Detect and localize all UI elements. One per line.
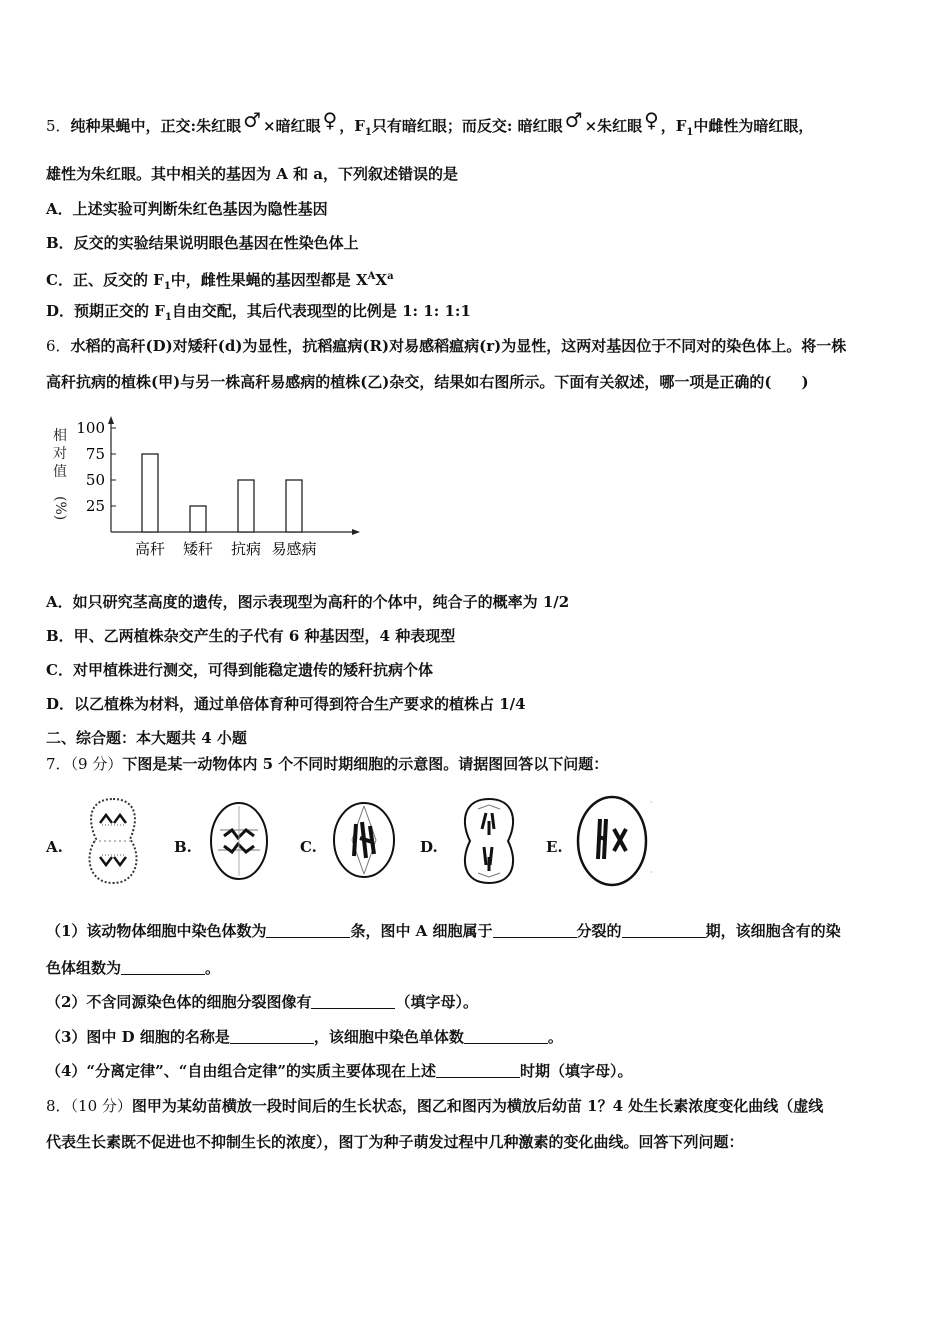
q6-option-d: D．以乙植株为材料，通过单倍体育种可得到符合生产要求的植株占 1/4: [46, 695, 526, 713]
bar-2: [238, 480, 254, 532]
answer-blank[interactable]: [622, 923, 706, 938]
y-axis-arrow: [108, 416, 114, 424]
bar-0: [142, 454, 158, 532]
q5-number: 5．: [46, 117, 71, 135]
x-tick-label: 高秆: [134, 540, 166, 558]
q8-number: 8．: [46, 1097, 71, 1115]
q7-sub4: （4）“分离定律”、“自由组合定律”的实质主要体现在上述 时期（填字母）。: [46, 1062, 633, 1080]
answer-blank[interactable]: [266, 923, 350, 938]
q5-line2: 雄性为朱红眼。其中相关的基因为 A 和 a，下列叙述错误的是: [46, 165, 459, 183]
cell-label-c: C.: [300, 838, 317, 856]
answer-blank[interactable]: [493, 923, 577, 938]
cell-label-e: E.: [546, 838, 563, 856]
cell-b-figure: [208, 800, 270, 882]
male-symbol-icon: ♂: [243, 108, 262, 132]
q8-line2: 代表生长素既不促进也不抑制生长的浓度），图丁为种子萌发过程中几种激素的变化曲线。回答下列问题：: [46, 1133, 744, 1151]
y-tick-label: 25: [85, 497, 105, 515]
q6-option-a: A．如只研究茎高度的遗传，图示表现型为高秆的个体中，纯合子的概率为 1/2: [46, 593, 570, 611]
q6-line2: 高秆抗病的植株(甲)与另一株高秆易感病的植株(乙)杂交，结果如右图所示。下面有关叙述，哪一项是正确的( ): [46, 373, 809, 391]
bar-1: [190, 506, 206, 532]
cell-label-b: B.: [174, 838, 192, 856]
q7-sub3: （3）图中 D 细胞的名称是 ，该细胞中染色单体数 。: [46, 1028, 563, 1046]
q5-option-d: D．预期正交的 $F_1$自由交配，其后代表现型的比例是 1: 1: 1:1: [46, 302, 471, 323]
q5-line1: 5．纯种果蝇中，正交:朱红眼 ♂ ×暗红眼 ♀ ，$F_1$只有暗红眼；而反交: 暗红眼 ♂ ×朱红眼 ♀ ，$F_1$中雌性为暗红眼，: [46, 108, 814, 138]
svg-text:·: ·: [650, 868, 653, 877]
x-tick-label: 易感病: [271, 540, 317, 558]
answer-blank[interactable]: [436, 1063, 520, 1078]
section-heading: 二、综合题：本大题共 4 小题: [46, 729, 247, 747]
q7-sub1-line1: （1）该动物体细胞中染色体数为 条，图中 A 细胞属于 分裂的 期，该细胞含有的染: [46, 922, 841, 940]
cell-label-d: D.: [420, 838, 438, 856]
male-symbol-icon: ♂: [564, 108, 583, 132]
cell-d-figure: [456, 795, 522, 887]
y-axis-label: [52, 427, 68, 520]
q6-option-b: B．甲、乙两植株杂交产生的子代有 6 种基因型，4 种表现型: [46, 627, 456, 645]
y-label-unit: (%): [52, 496, 68, 521]
q7-points: （9 分）: [70, 755, 123, 773]
answer-blank[interactable]: [230, 1029, 314, 1044]
x-tick-label: 矮秆: [182, 540, 214, 558]
bar-3: [286, 480, 302, 532]
q7-sub2: （2）不含同源染色体的细胞分裂图像有 （填字母）。: [46, 993, 478, 1011]
cell-e-figure: [574, 793, 658, 889]
q8-points: （10 分）: [70, 1097, 132, 1115]
svg-text:·: ·: [650, 798, 653, 807]
q5-option-c: C．正、反交的 $F_1$中，雌性果蝇的基因型都是 $X^AX^a$: [46, 271, 394, 292]
cell-label-a: A.: [46, 838, 63, 856]
cell-c-figure: [332, 800, 396, 880]
female-symbol-icon: ♀: [644, 108, 659, 132]
cell-a-figure: [80, 795, 146, 887]
q8-line1: 8．（10 分）图甲为某幼苗横放一段时间后的生长状态，图乙和图丙为横放后幼苗 1？4 处生长素浓度变化曲线（虚线: [46, 1097, 824, 1115]
y-tick-label: 75: [85, 445, 105, 463]
answer-blank[interactable]: [311, 994, 395, 1009]
q6-option-c: C．对甲植株进行测交，可得到能稳定遗传的矮秆抗病个体: [46, 661, 433, 679]
q7-stem: 7．（9 分）下图是某一动物体内 5 个不同时期细胞的示意图。请据图回答以下问题：: [46, 755, 609, 773]
q6-number: 6．: [46, 337, 71, 355]
y-label-char: 值: [53, 464, 67, 480]
q7-sub1-line2: 色体组数为 。: [46, 959, 221, 977]
y-tick-label: 100: [76, 419, 105, 437]
q5-option-a: A．上述实验可判断朱红色基因为隐性基因: [46, 200, 328, 218]
y-label-char: 对: [53, 446, 67, 462]
q5-option-b: B．反交的实验结果说明眼色基因在性染色体上: [46, 234, 359, 252]
x-axis-arrow: [352, 529, 360, 535]
female-symbol-icon: ♀: [322, 108, 338, 132]
q7-number: 7．: [46, 755, 71, 773]
x-tick-label: 抗病: [230, 540, 262, 558]
q6-line1: 6．水稻的高秆(D)对矮秆(d)为显性，抗稻瘟病(R)对易感稻瘟病(r)为显性，这两对基因位于不同对的染色体上。将一株: [46, 337, 847, 355]
answer-blank[interactable]: [121, 960, 205, 975]
y-tick-label: 50: [85, 471, 105, 489]
answer-blank[interactable]: [464, 1029, 548, 1044]
bar-chart: [46, 412, 366, 564]
y-label-char: 相: [53, 428, 67, 444]
